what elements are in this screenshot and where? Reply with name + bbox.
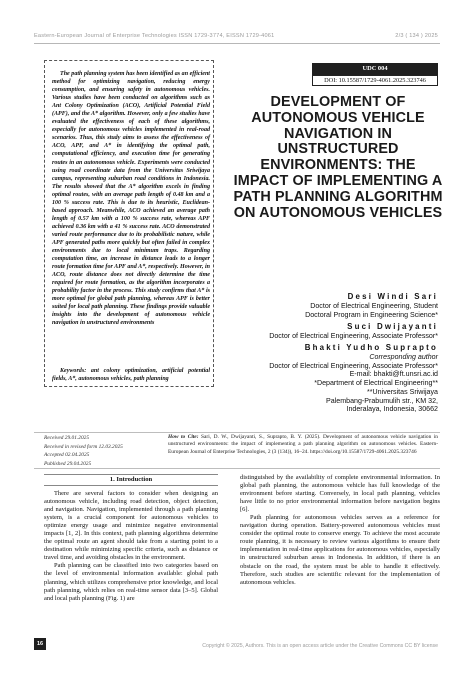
department: *Department of Electrical Engineering** <box>314 379 438 388</box>
divider <box>34 432 440 433</box>
doi-link[interactable]: DOI: 10.15587/1729-4061.2025.323746 <box>312 75 438 86</box>
article-dates <box>44 434 123 468</box>
author-3 <box>232 343 438 414</box>
date-accepted: Accepted 02.04.2025 <box>44 452 90 459</box>
author-affiliation: Doctor of Electrical Engineering, Student <box>310 302 438 310</box>
paragraph: distinguished by the availability of complete environmental information. In global path planning, the autonomous vehicle has full knowledge of the environment before starting. Conversely, in local path planning, vehicles have little to no prior environmental information before navigation begins [6]. <box>240 474 440 514</box>
paragraph: Path planning for autonomous vehicles serves as a reference for navigation during operation. Battery-powered autonomous vehicles must consider the optimal route to conserve energy. To achieve the most accurate route planning, it is necessary to review various algorithms to ensure their implementation in real-time applications for autonomous vehicles, especially in unstructured suburban areas in Indonesia. In addition, if there is an obstacle on the road, the system must be able to handle it effectively. Therefore, such studies are scientific relevant for the implementation of autonomous vehicles. <box>240 514 440 586</box>
how-to-cite-text: Sari, D. W., Dwijayanti, S., Suprapto, B. Y. (2025). Development of autonomous vehicle navigation in unstructured environments: the impact of implementing a path planning algorithm on autonomous vehicles. Eastern-European Journal of Enterprise Technologies, 2 (3 (134)), 16–24. https://doi.org/10.15587/1729-4061.2025.323746 <box>168 434 438 455</box>
running-header-journal: Eastern-European Journal of Enterprise Technologies ISSN 1729-3774, EISSN 1729-4061 <box>34 33 275 39</box>
corresponding-author-label: Corresponding author <box>369 353 438 361</box>
author-2 <box>232 322 438 341</box>
running-header-issue: 2/3 ( 134 ) 2025 <box>395 33 438 39</box>
page-number: 16 <box>34 638 46 650</box>
author-affiliation: Doctor of Electrical Engineering, Associate Professor* <box>269 361 438 370</box>
paragraph: There are several factors to consider when designing an autonomous vehicle, including road detection, object detection, and navigation. Navigation, implemented through a path planning system, is a crucial component for autonomous vehicles to optimize energy usage and minimize negative environmental impacts [1, 2]. In this context, path planning algorithms determine the optimal route an agent should take from a starting point to a destination while minimizing specific criteria, such as distance or travel time, and avoiding obstacles in the environment. <box>44 490 218 562</box>
author-1 <box>232 292 438 319</box>
paragraph: Path planning can be classified into two categories based on the level of environmental information available: global path planning, which utilizes comprehensive prior knowledge, and local path planning, which relies on real-time sensor data [3–5]. Global and local path planning (Fig. 1) are <box>44 562 218 602</box>
address-city: Inderalaya, Indonesia, 30662 <box>346 405 438 414</box>
article-title: DEVELOPMENT OF AUTONOMOUS VEHICLE NAVIGATION IN UNSTRUCTURED ENVIRONMENTS: THE IMPACT OF IMPLEMENTING A PATH PLANNING ALGORITHM ON AUTONOMOUS VEHICLES <box>233 94 443 221</box>
abstract-text: The path planning system has been identified as an efficient method for optimizing navigation, reducing energy consumption, and ensuring safety in autonomous vehicles. Various studies have been conducted on algorithms such as Ant Colony Optimization (ACO), Artificial Potential Field (APF), and the A* algorithm. However, only a few studies have evaluated the effectiveness of each of these algorithms, especially for autonomous vehicles implemented in real-road scenarios. Thus, this study aims to assess the effectiveness of ACO, APF, and A* in identifying the optimal path, computational efficiency, and execution time for generating routes in an autonomous vehicle. Experiments were conducted using road coordinate data from the Universitas Sriwijaya campus, representing suburban road conditions in Indonesia. The results showed that the A* algorithm excels in finding optimal routes, with an average path length of 0.48 km and a 100 % success rate. This is due to its heuristic, Euclidean-based approach. Meanwhile, ACO achieved an average path length of 0.57 km with a 100 % success rate, whereas APF achieved 0.36 km with a 41 % success rate. ACO demonstrated varied route performance due to its probabilistic nature, while APF generated paths more quickly but often failed in complex environments due to local minimum traps. Regarding computation time, an increase in distance leads to a longer route formation time for APF and A*, respectively. However, in ACO, route distance does not directly determine the time required for route formation, as the algorithm incorporates a probability factor in the process. This study confirms that A* is more optimal for global path planning, whereas APF is better suited for local path planning. These findings provide valuable insights into the development of autonomous vehicle navigation in unstructured environments <box>52 71 210 327</box>
author-affiliation: Doctor of Electrical Engineering, Associate Professor* <box>269 332 438 340</box>
body-column-right <box>240 474 440 587</box>
header-divider <box>34 43 440 44</box>
author-email[interactable]: E-mail: bhakti@ft.unsri.ac.id <box>349 370 438 379</box>
author-name: Bhakti Yudho Suprapto <box>304 343 438 352</box>
author-name: Desi Windi Sari <box>347 292 438 301</box>
author-name: Suci Dwijayanti <box>347 322 438 331</box>
section-heading: 1. Introduction <box>44 474 218 486</box>
udc-badge: UDC 004 <box>312 63 438 75</box>
date-published: Published 29.04.2025 <box>44 460 92 467</box>
date-received: Received 29.01.2025 <box>44 435 90 441</box>
how-to-cite-label: How to Cite: <box>168 434 199 440</box>
copyright-notice: Copyright © 2025, Authors. This is an open access article under the Creative Commons CC BY license <box>202 643 438 649</box>
keywords: Keywords: ant colony optimization, artificial potential fields, A*, autonomous vehicles, path planning <box>52 368 210 383</box>
author-affiliation: Doctoral Program in Engineering Science* <box>305 310 438 319</box>
date-revised: Received in revised form 12.03.2025 <box>44 443 123 450</box>
address-street: Palembang-Prabumulih str., KM 32, <box>326 396 438 405</box>
how-to-cite <box>168 434 438 456</box>
body-column-left <box>44 490 218 603</box>
divider <box>34 468 440 469</box>
university: **Universitas Sriwijaya <box>367 387 438 396</box>
